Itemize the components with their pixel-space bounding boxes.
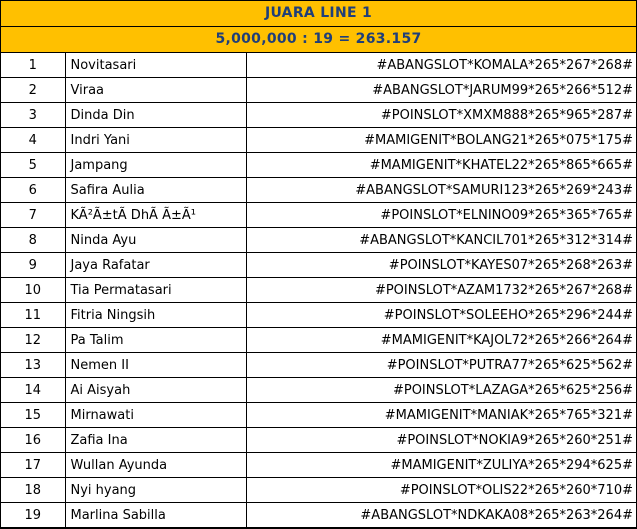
winner-name: Tia Permatasari — [65, 278, 246, 303]
table-row — [1, 378, 636, 403]
table-row — [1, 53, 636, 78]
table-row — [1, 353, 636, 378]
row-number: 3 — [1, 103, 65, 128]
winner-name: Fitria Ningsih — [65, 303, 246, 328]
winner-name: Nemen II — [65, 353, 246, 378]
winner-name: Wullan Ayunda — [65, 453, 246, 478]
row-number: 2 — [1, 78, 65, 103]
winner-name: Jampang — [65, 153, 246, 178]
winner-code: #MAMIGENIT*BOLANG21*265*075*175# — [246, 128, 636, 153]
prize-calculation: 5,000,000 : 19 = 263.157 — [1, 27, 636, 53]
winner-code: #ABANGSLOT*NDKAKA08*265*263*264# — [246, 503, 636, 528]
winner-name: Indri Yani — [65, 128, 246, 153]
row-number: 10 — [1, 278, 65, 303]
winner-name: Viraa — [65, 78, 246, 103]
winner-code: #MAMIGENIT*KAJOL72*265*266*264# — [246, 328, 636, 353]
winner-code: #POINSLOT*PUTRA77*265*625*562# — [246, 353, 636, 378]
winner-code: #MAMIGENIT*KHATEL22*265*865*665# — [246, 153, 636, 178]
winners-table-body — [1, 53, 636, 528]
table-row — [1, 178, 636, 203]
table-row — [1, 128, 636, 153]
winner-code: #POINSLOT*XMXM888*265*965*287# — [246, 103, 636, 128]
winner-name: Dinda Din — [65, 103, 246, 128]
winner-name: Ai Aisyah — [65, 378, 246, 403]
winner-code: #POINSLOT*SOLEEHO*265*296*244# — [246, 303, 636, 328]
table-row — [1, 503, 636, 528]
winners-table — [1, 53, 636, 528]
winner-code: #MAMIGENIT*MANIAK*265*765*321# — [246, 403, 636, 428]
table-row — [1, 453, 636, 478]
table-row — [1, 328, 636, 353]
winner-name: Jaya Rafatar — [65, 253, 246, 278]
winner-code: #ABANGSLOT*SAMURI123*265*269*243# — [246, 178, 636, 203]
table-row — [1, 403, 636, 428]
table-row — [1, 278, 636, 303]
table-row — [1, 228, 636, 253]
winner-code: #MAMIGENIT*ZULIYA*265*294*625# — [246, 453, 636, 478]
row-number: 16 — [1, 428, 65, 453]
winner-name: Novitasari — [65, 53, 246, 78]
winner-code: #POINSLOT*NOKIA9*265*260*251# — [246, 428, 636, 453]
row-number: 14 — [1, 378, 65, 403]
winner-code: #POINSLOT*AZAM1732*265*267*268# — [246, 278, 636, 303]
winner-code: #ABANGSLOT*KOMALA*265*267*268# — [246, 53, 636, 78]
winner-name: Nyi hyang — [65, 478, 246, 503]
table-row — [1, 303, 636, 328]
winner-name: KÃ²Ã±tÃ DhÃ Ã±Ã¹ — [65, 203, 246, 228]
winner-name: Zafia Ina — [65, 428, 246, 453]
table-row — [1, 153, 636, 178]
row-number: 15 — [1, 403, 65, 428]
row-number: 7 — [1, 203, 65, 228]
table-row — [1, 478, 636, 503]
winner-code: #ABANGSLOT*KANCIL701*265*312*314# — [246, 228, 636, 253]
table-row — [1, 428, 636, 453]
row-number: 19 — [1, 503, 65, 528]
row-number: 17 — [1, 453, 65, 478]
sheet-title: JUARA LINE 1 — [1, 1, 636, 27]
winner-code: #POINSLOT*KAYES07*265*268*263# — [246, 253, 636, 278]
row-number: 18 — [1, 478, 65, 503]
row-number: 4 — [1, 128, 65, 153]
row-number: 9 — [1, 253, 65, 278]
winner-code: #POINSLOT*ELNINO09*265*365*765# — [246, 203, 636, 228]
table-row — [1, 253, 636, 278]
winner-code: #ABANGSLOT*JARUM99*265*266*512# — [246, 78, 636, 103]
row-number: 5 — [1, 153, 65, 178]
row-number: 13 — [1, 353, 65, 378]
table-row — [1, 203, 636, 228]
winner-name: Pa Talim — [65, 328, 246, 353]
winner-name: Ninda Ayu — [65, 228, 246, 253]
row-number: 6 — [1, 178, 65, 203]
row-number: 12 — [1, 328, 65, 353]
winner-name: Marlina Sabilla — [65, 503, 246, 528]
winner-code: #POINSLOT*LAZAGA*265*625*256# — [246, 378, 636, 403]
row-number: 11 — [1, 303, 65, 328]
row-number: 8 — [1, 228, 65, 253]
winner-code: #POINSLOT*OLIS22*265*260*710# — [246, 478, 636, 503]
row-number: 1 — [1, 53, 65, 78]
table-row — [1, 78, 636, 103]
winner-name: Safira Aulia — [65, 178, 246, 203]
table-row — [1, 103, 636, 128]
winner-name: Mirnawati — [65, 403, 246, 428]
